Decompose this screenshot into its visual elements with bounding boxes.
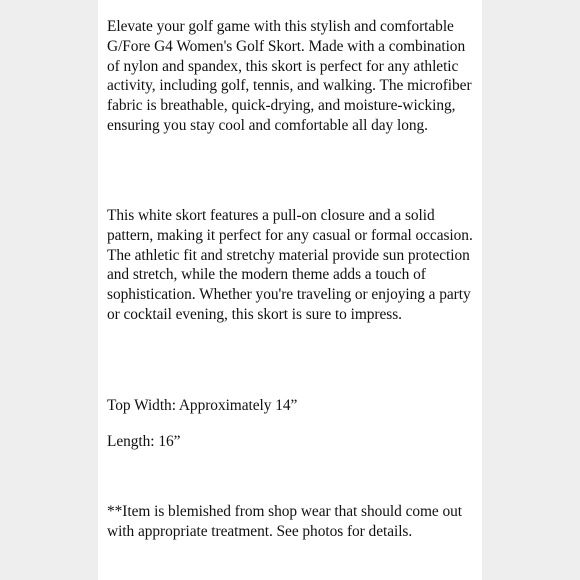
- description-page: [98, 0, 482, 580]
- condition-note: **Item is blemished from shop wear that should come out with appropriate treatment. See photos for details.: [107, 503, 463, 540]
- description-paragraph-features: This white skort features a pull-on closure and a solid pattern, making it perfect for any casual or formal occasion. The athletic fit and stretchy material provide sun protection and stretch, while the modern theme adds a touch of sophistication. Whether you're traveling or enjoying a party or cocktail evening, this skort is sure to impress.: [107, 207, 473, 323]
- description-paragraph-intro: Elevate your golf game with this stylish and comfortable G/Fore G4 Women's Golf Skort. Made with a combination of nylon and spandex, this skort is perfect for any athletic activity, including golf, tennis, and walking. The microfiber fabric is breathable, quick-drying, and moisture-wicking, ensuring you stay cool and comfortable all day long.: [107, 18, 472, 134]
- top-width-measurement: Top Width: Approximately 14”: [107, 397, 298, 414]
- length-measurement: Length: 16”: [107, 433, 181, 450]
